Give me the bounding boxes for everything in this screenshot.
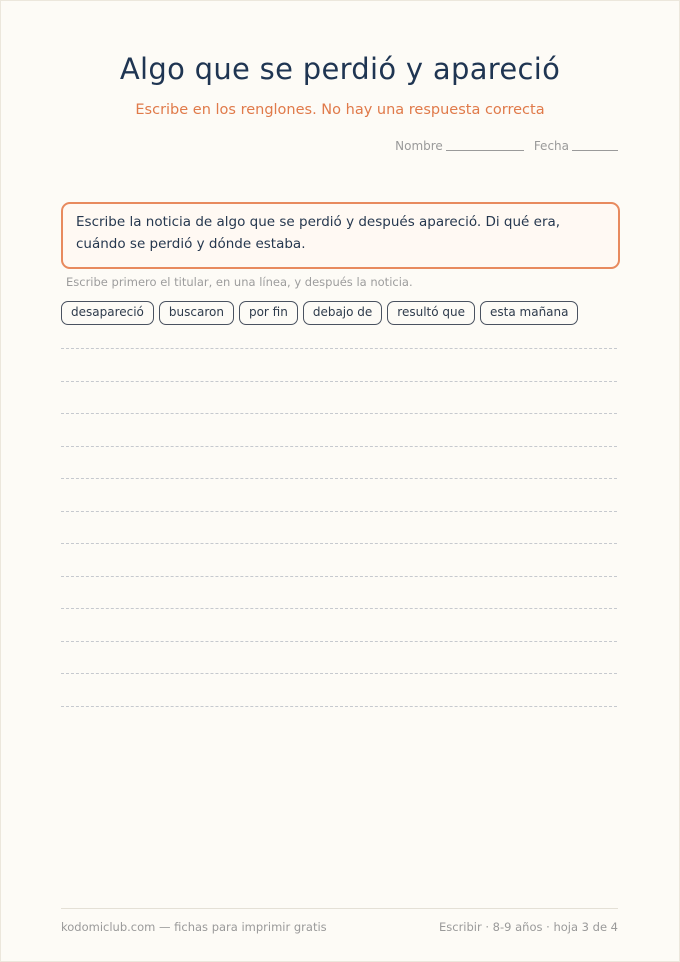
footer-site: kodomiclub.com — fichas para imprimir gratis	[61, 920, 327, 934]
writing-line[interactable]	[61, 478, 617, 479]
writing-line[interactable]	[61, 576, 617, 577]
word-chip: esta mañana	[480, 301, 578, 325]
date-line[interactable]	[572, 150, 618, 151]
writing-line[interactable]	[61, 641, 617, 642]
name-line[interactable]	[446, 150, 524, 151]
name-label: Nombre	[395, 139, 443, 153]
writing-line[interactable]	[61, 706, 617, 707]
prompt-box: Escribe la noticia de algo que se perdió y después apareció. Di qué era, cuándo se perdió y dónde estaba.	[61, 202, 620, 269]
writing-line[interactable]	[61, 511, 617, 512]
word-chip: por fin	[239, 301, 298, 325]
instruction-hint: Escribe primero el titular, en una línea, y después la noticia.	[66, 275, 413, 289]
writing-line[interactable]	[61, 381, 617, 382]
page-subtitle: Escribe en los renglones. No hay una respuesta correcta	[135, 102, 545, 118]
writing-line[interactable]	[61, 446, 617, 447]
date-field[interactable]	[534, 139, 618, 153]
writing-line[interactable]	[61, 673, 617, 674]
writing-line[interactable]	[61, 348, 617, 349]
date-label: Fecha	[533, 139, 569, 153]
name-date-fields	[395, 139, 618, 153]
word-bank	[61, 301, 578, 325]
footer-divider	[61, 908, 618, 909]
word-chip: resultó que	[387, 301, 475, 325]
page-title: Algo que se perdió y apareció	[119, 52, 561, 86]
writing-line[interactable]	[61, 413, 617, 414]
name-field[interactable]	[395, 139, 524, 153]
word-chip: desapareció	[61, 301, 154, 325]
word-chip: debajo de	[303, 301, 382, 325]
word-chip: buscaron	[159, 301, 234, 325]
writing-line[interactable]	[61, 608, 617, 609]
footer-page-info: Escribir · 8-9 años · hoja 3 de 4	[438, 920, 618, 934]
writing-line[interactable]	[61, 543, 617, 544]
